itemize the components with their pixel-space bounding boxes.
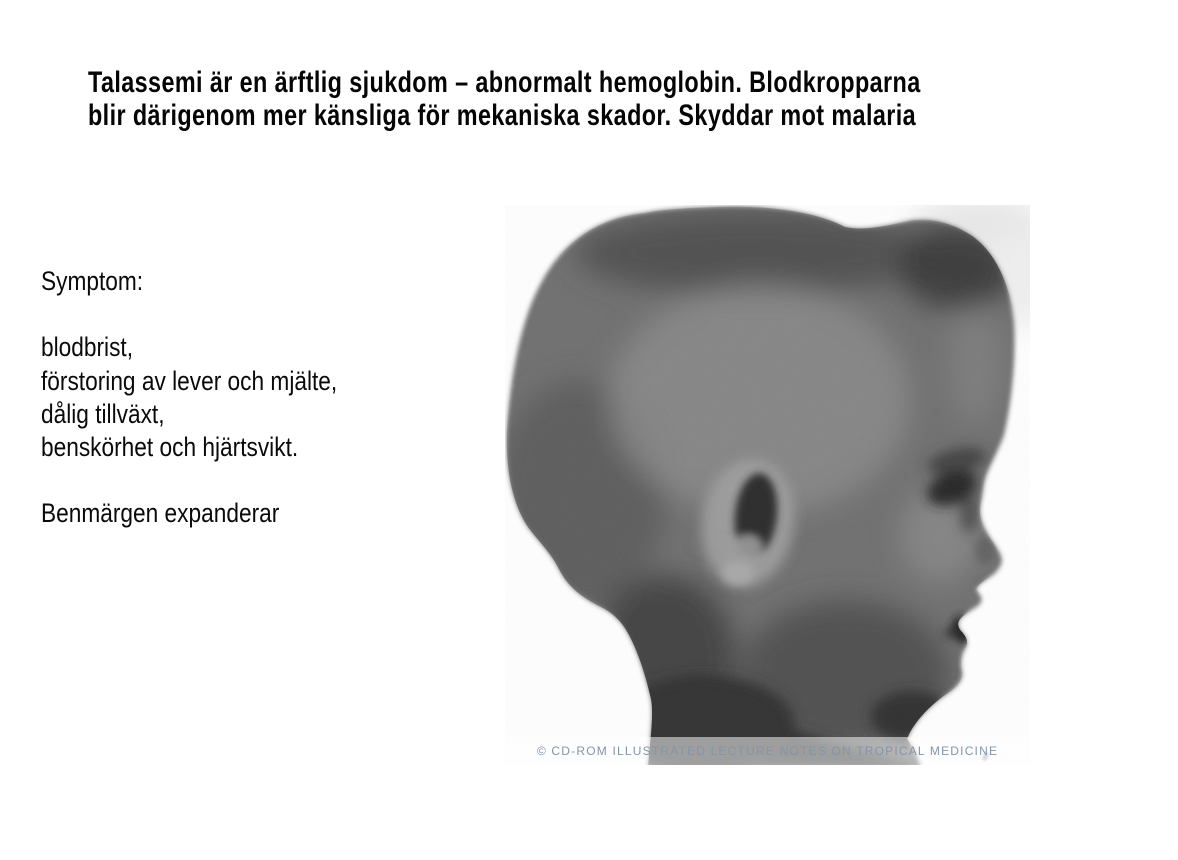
symptom-item: dålig tillväxt, — [41, 398, 165, 429]
patient-photo-image — [505, 205, 1030, 765]
note-benmargen: Benmärgen expanderar — [41, 498, 280, 529]
title-line-2: blir därigenom mer känsliga för mekaniska skador. Skyddar mot malaria — [88, 99, 917, 132]
blank-line — [41, 464, 337, 497]
symptom-item: blodbrist, — [41, 332, 134, 363]
symptom-item: förstoring av lever och mjälte, — [41, 365, 338, 396]
blank-line — [41, 298, 337, 331]
symptom-heading: Symptom: — [41, 266, 144, 296]
patient-photo — [505, 205, 1030, 765]
photo-caption: © CD-ROM ILLUSTRATED LECTURE NOTES ON TROPICAL MEDICINE — [536, 744, 999, 758]
film-grain — [505, 205, 1030, 765]
title-line-1: Talassemi är en ärftlig sjukdom – abnormalt hemoglobin. Blodkropparna — [88, 66, 921, 99]
photo-caption-band — [505, 737, 1030, 765]
slide-title — [88, 66, 921, 132]
symptom-item: benskörhet och hjärtsvikt. — [41, 432, 299, 462]
symptom-block — [41, 265, 337, 531]
